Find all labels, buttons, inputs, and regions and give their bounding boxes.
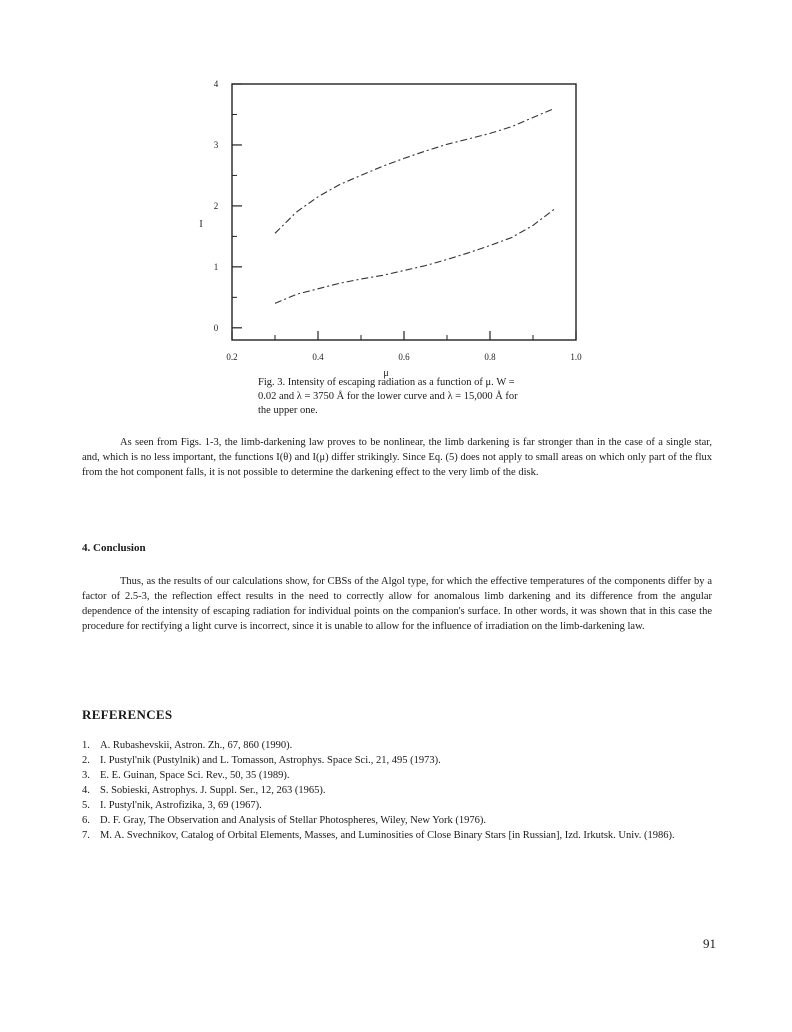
reference-item [82, 813, 716, 828]
y-tick-label: 3 [213, 139, 219, 150]
reference-text: E. E. Guinan, Space Sci. Rev., 50, 35 (1989). [100, 770, 290, 781]
reference-number: 4. [82, 785, 90, 796]
x-tick-label: 0.2 [226, 352, 238, 362]
y-tick-label: 2 [213, 200, 219, 211]
reference-text: M. A. Svechnikov, Catalog of Orbital Elements, Masses, and Luminosities of Close Binary Stars [in Russian], Izd. Irkutsk. Univ. (1986). [100, 830, 675, 841]
conclusion-paragraph [82, 574, 712, 634]
reference-item [82, 768, 716, 783]
references-list [82, 738, 716, 843]
section-heading-conclusion: 4. Conclusion [82, 542, 146, 554]
series-line-2 [275, 108, 555, 233]
reference-text: D. F. Gray, The Observation and Analysis of Stellar Photospheres, Wiley, New York (1976). [100, 815, 487, 826]
y-tick-label: 1 [213, 261, 219, 272]
series-line-1 [275, 209, 555, 303]
reference-number: 2. [82, 755, 90, 766]
y-tick-label: 4 [213, 79, 219, 89]
references-heading: REFERENCES [82, 707, 173, 722]
reference-number: 5. [82, 800, 90, 811]
reference-text: S. Sobieski, Astrophys. J. Suppl. Ser., 12, 263 (1965). [100, 785, 326, 796]
reference-number: 6. [82, 815, 90, 826]
x-tick-label: 0.6 [398, 352, 410, 362]
conclusion-paragraph-text: Thus, as the results of our calculations show, for CBSs of the Algol type, for which the effective temperatures of the components differ by a factor of 2.5-3, the reflection effect results in the need to correctly allow for anomalous limb darkening and its difference from the angular dependence of the intensity of escaping radiation for individual points on the companion's surface. In other words, it was shown that in this case the procedure for rectifying a light curve is incorrect, since it is unable to allow for the influence of irradiation on the limb-darkening law. [82, 576, 712, 632]
reference-number: 3. [82, 770, 90, 781]
reference-text: A. Rubashevskii, Astron. Zh., 67, 860 (1990). [100, 740, 293, 751]
reference-number: 7. [82, 830, 90, 841]
y-axis-label: I [199, 219, 203, 231]
reference-item [82, 738, 716, 753]
body-paragraph-text: As seen from Figs. 1-3, the limb-darkening law proves to be nonlinear, the limb darkening is far stronger than in the case of a single star, and, which is no less important, the functions I(θ) and I(μ) differ strikingly. Since Eq. (5) does not apply to small areas on which only part of the flux from the hot component falls, it is not possible to determine the darkening effect to the very limb of the disk. [82, 437, 712, 478]
figure-caption: Fig. 3. Intensity of escaping radiation as a function of μ. W = 0.02 and λ = 3750 Å for the lower curve and λ = 15,000 Å for the upper one. [258, 377, 518, 416]
x-axis-label: μ [383, 368, 389, 379]
x-tick-label: 0.4 [312, 352, 324, 362]
x-tick-label: 0.8 [484, 352, 496, 362]
plot-frame [232, 84, 576, 340]
reference-number: 1. [82, 740, 90, 751]
body-paragraph [82, 435, 712, 480]
x-tick-label: 1.0 [570, 352, 582, 362]
reference-item [82, 828, 716, 843]
y-tick-label: 0 [213, 322, 219, 333]
reference-text: I. Pustyl'nik (Pustylnik) and L. Tomasson, Astrophys. Space Sci., 21, 495 (1973). [100, 755, 441, 766]
reference-item [82, 783, 716, 798]
page-number: 91 [703, 936, 716, 951]
reference-item [82, 753, 716, 768]
reference-item [82, 798, 716, 813]
reference-text: I. Pustyl'nik, Astrofizika, 3, 69 (1967). [100, 800, 262, 811]
figure-3-chart [0, 0, 792, 379]
